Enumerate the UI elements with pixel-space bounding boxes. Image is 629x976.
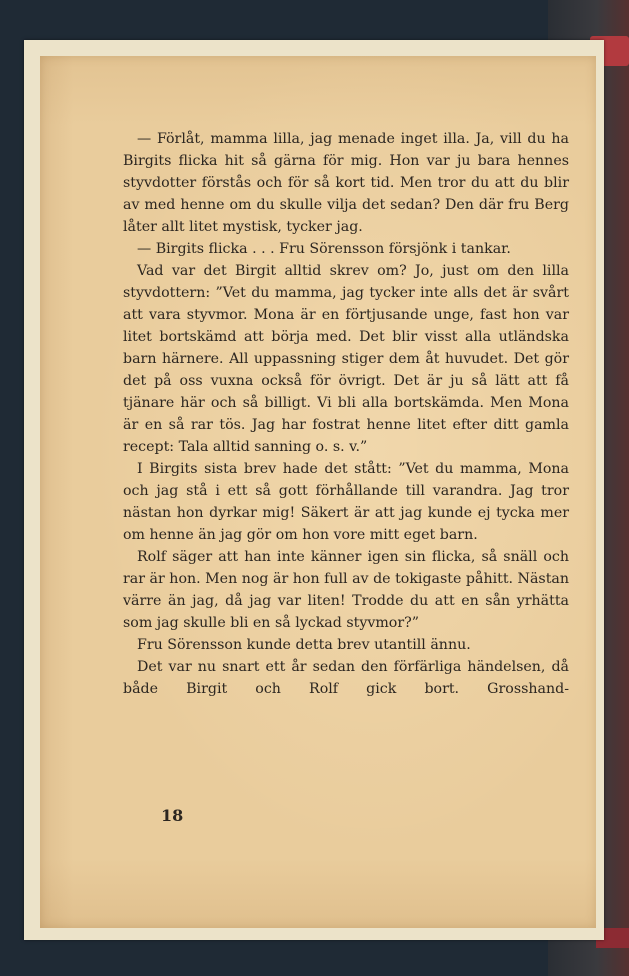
- paragraph-6: Fru Sörensson kunde detta brev utantill ännu.: [137, 637, 471, 653]
- paragraph-4: I Birgits sista brev hade det stått: ”Vet du mamma, Mona och jag stå i ett så gott förhållande till varandra. Jag tror nästan hon dyrkar mig! Säkert är att jag kunde ej tycka mer om henne än jag gör om hon vore mitt eget barn.: [123, 461, 569, 543]
- page-text: [123, 128, 569, 700]
- paragraph-2: — Birgits flicka . . . Fru Sörensson försjönk i tankar.: [137, 241, 511, 257]
- paragraph-7: Det var nu snart ett år sedan den förfärliga händelsen, då både Birgit och Rolf gick bort. Grosshand-: [123, 659, 569, 697]
- paragraph-1: — Förlåt, mamma lilla, jag menade inget illa. Ja, vill du ha Birgits flicka hit så gärna för mig. Hon var ju bara hennes styvdotter förstås och för så kort tid. Men tror du att du blir av med henne om du skulle vilja det sedan? Den där fru Berg låter allt litet mystisk, tycker jag.: [123, 131, 569, 235]
- page-number: 18: [161, 806, 184, 825]
- paragraph-5: Rolf säger att han inte känner igen sin flicka, så snäll och rar är hon. Men nog är hon full av de tokigaste påhitt. Nästan värre än jag, då jag var liten! Trodde du att en sån yrhätta som jag skulle bli en så lyckad styvmor?”: [123, 549, 569, 631]
- paragraph-3: Vad var det Birgit alltid skrev om? Jo, just om den lilla styvdottern: ”Vet du mamma, jag tycker inte alls det är svårt att vara styvmor. Mona är en förtjusande unge, fast hon var litet bortskämd att börja med. Det blir visst alla utländska barn härnere. All uppassning stiger dem åt huvudet. Det gör det på oss vuxna också för övrigt. Det är ju så lätt att få tjänare här och så billigt. Vi bli alla bortskämda. Men Mona är en så rar tös. Jag har fostrat henne litet efter ditt gamla recept: Tala alltid sanning o. s. v.”: [123, 263, 569, 455]
